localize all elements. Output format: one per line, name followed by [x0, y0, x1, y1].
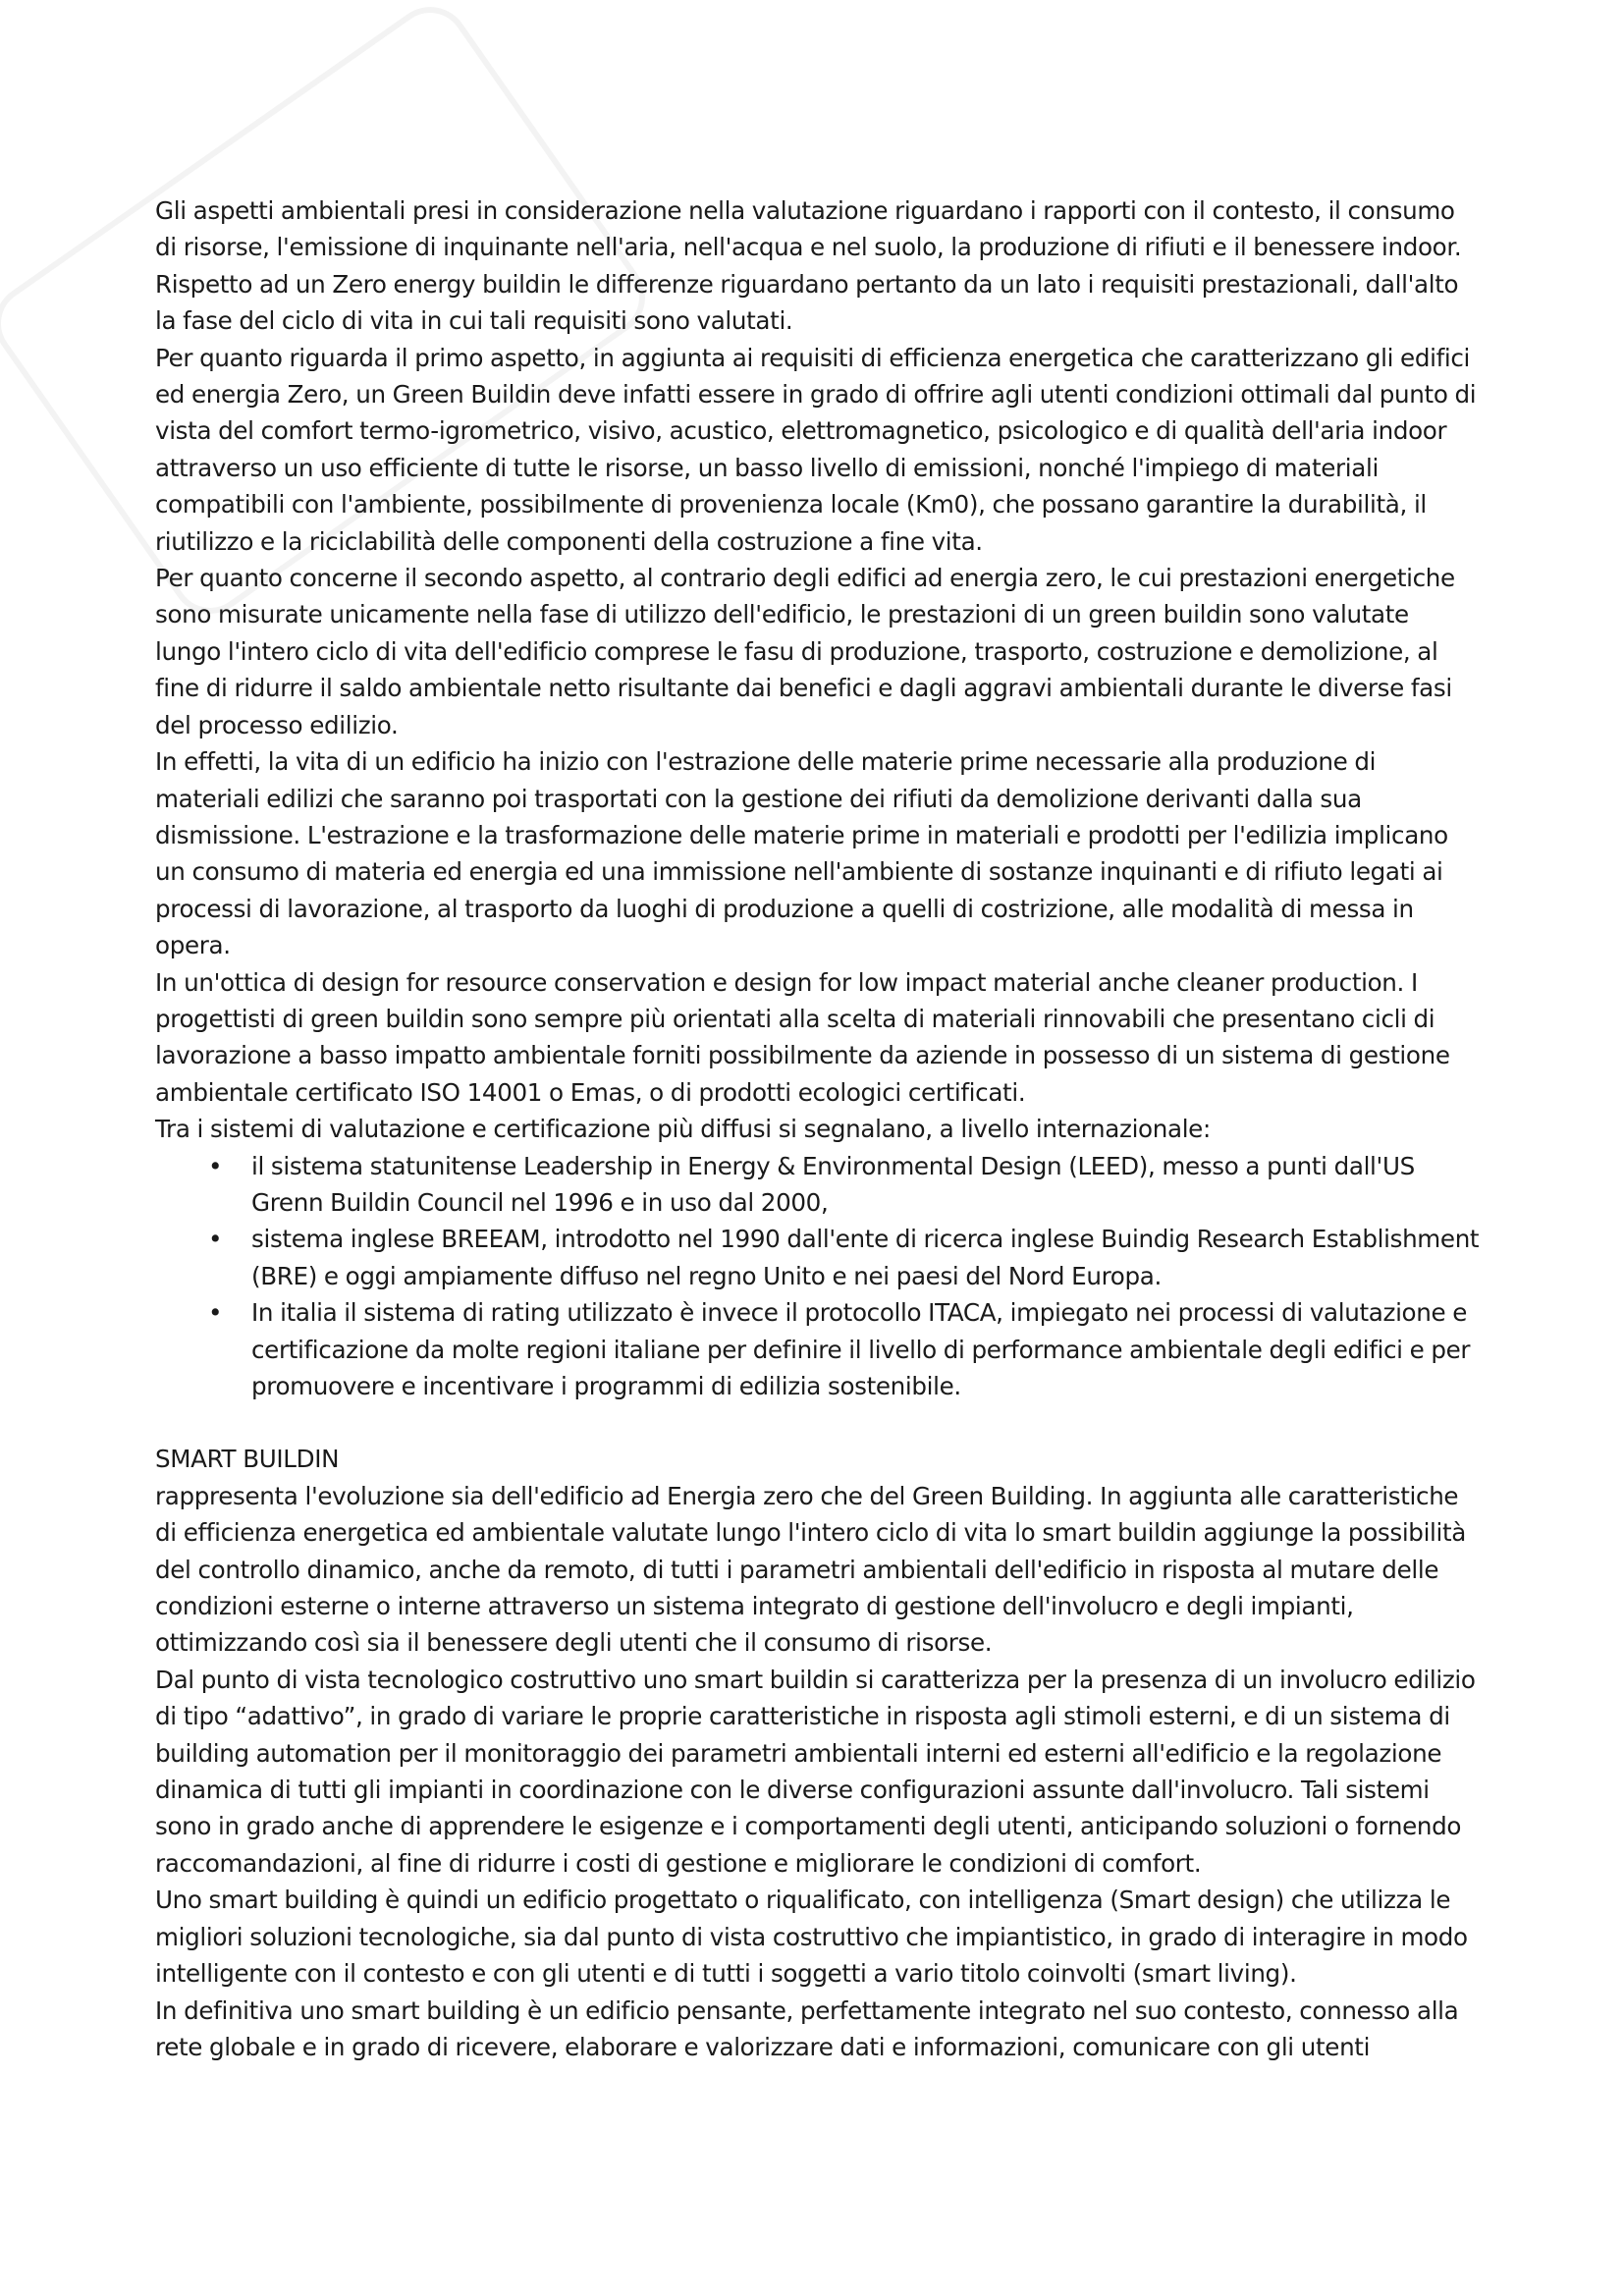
certification-list — [155, 1148, 1481, 1405]
paragraph-first-aspect: Per quanto riguarda il primo aspetto, in aggiunta ai requisiti di efficienza energetica che caratterizzano gli edifici ed energia Zero, un Green Buildin deve infatti essere in grado di offrire agli utenti condizioni ottimali dal punto di vista del comfort termo-igrometrico, visivo, acustico, elettromagnetico, psicologico e di qualità dell'aria indoor attraverso un uso efficiente di tutte le risorse, un basso livello di emissioni, nonché l'impiego di materiali compatibili con l'ambiente, possibilmente di provenienza locale (Km0), che possano garantire la durabilità, il riutilizzo e la riciclabilità delle componenti della costruzione a fine vita. — [155, 343, 1477, 556]
document-page — [155, 192, 1481, 2065]
paragraph-smart-evolution: rappresenta l'evoluzione sia dell'edificio ad Energia zero che del Green Building. In aggiunta alle caratteristiche di efficienza energetica ed ambientale valutate lungo l'intero ciclo di vita lo smart buildin aggiunge la possibilità del controllo dinamico, anche da remoto, di tutti i parametri ambientali dell'edificio in risposta al mutare delle condizioni esterne o interne attraverso un sistema integrato di gestione dell'involucro e degli impianti, ottimizzando così sia il benessere degli utenti che il consumo di risorse. — [155, 1481, 1467, 1658]
paragraph-building-life: In effetti, la vita di un edificio ha inizio con l'estrazione delle materie prime necessarie alla produzione di materiali edilizi che saranno poi trasportati con la gestione dei rifiuti da demolizione derivanti dalla sua dismissione. L'estrazione e la trasformazione delle materie prime in materiali e prodotti per l'edilizia implicano un consumo di materia ed energia ed una immissione nell'ambiente di sostanze inquinanti e di rifiuto legati ai processi di lavorazione, al trasporto da luoghi di produzione a quelli di costrizione, alle modalità di messa in opera. — [155, 747, 1448, 960]
paragraph-certification-intro: Tra i sistemi di valutazione e certificazione più diffusi si segnalano, a livello internazionale: — [155, 1115, 1211, 1144]
section-spacer — [155, 1404, 1481, 1441]
list-item: • il sistema statunitense Leadership in Energy & Environmental Design (LEED), messo a punti dall'US Grenn Buildin Council nel 1996 e in uso dal 2000, — [251, 1148, 1481, 1222]
paragraph-environmental-aspects: Gli aspetti ambientali presi in considerazione nella valutazione riguardano i rapporti con il contesto, il consumo di risorse, l'emissione di inquinante nell'aria, nell'acqua e nel suolo, la produzione di rifiuti e il benessere indoor. — [155, 196, 1462, 262]
paragraph-smart-definition: Uno smart building è quindi un edificio progettato o riqualificato, con intelligenza (Smart design) che utilizza le migliori soluzioni tecnologiche, sia dal punto di vista costruttivo che impiantistico, in grado di interagire in modo intelligente con il contesto e con gli utenti e di tutti i soggetti a vario titolo coinvolti (smart living). — [155, 1886, 1468, 1989]
list-item: • In italia il sistema di rating utilizzato è invece il protocollo ITACA, impiegato nei processi di valutazione e certificazione da molte regioni italiane per definire il livello di performance ambientale degli edifici e per promuovere e incentivare i programmi di edilizia sostenibile. — [251, 1294, 1481, 1404]
list-item: • sistema inglese BREEAM, introdotto nel 1990 dall'ente di ricerca inglese Buindig Research Establishment (BRE) e oggi ampiamente diffuso nel regno Unito e nei paesi del Nord Europa. — [251, 1221, 1481, 1294]
paragraph-second-aspect: Per quanto concerne il secondo aspetto, al contrario degli edifici ad energia zero, le cui prestazioni energetiche sono misurate unicamente nella fase di utilizzo dell'edificio, le prestazioni di un green buildin sono valutate lungo l'intero ciclo di vita dell'edificio comprese le fasu di produzione, trasporto, costruzione e demolizione, al fine di ridurre il saldo ambientale netto risultante dai benefici e dagli aggravi ambientali durante le diverse fasi del processo edilizio. — [155, 564, 1455, 739]
section-heading-smart-buildin: SMART BUILDIN — [155, 1445, 340, 1474]
paragraph-smart-technology: Dal punto di vista tecnologico costruttivo uno smart buildin si caratterizza per la presenza di un involucro edilizio di tipo “adattivo”, in grado di variare le proprie caratteristiche in risposta agli stimoli esterni, e di un sistema di building automation per il monitoraggio dei parametri ambientali interni ed esterni all'edificio e la regolazione dinamica di tutti gli impianti in coordinazione con le diverse configurazioni assunte dall'involucro. Tali sistemi sono in grado anche di apprendere le esigenze e i comportamenti degli utenti, anticipando soluzioni o fornendo raccomandazioni, al fine di ridurre i costi di gestione e migliorare le condizioni di comfort. — [155, 1665, 1476, 1878]
paragraph-zero-energy-comparison: Rispetto ad un Zero energy buildin le differenze riguardano pertanto da un lato i requisiti prestazionali, dall'alto la fase del ciclo di vita in cui tali requisiti sono valutati. — [155, 269, 1459, 336]
paragraph-design-resource: In un'ottica di design for resource conservation e design for low impact material anche cleaner production. I progettisti di green buildin sono sempre più orientati alla scelta di materiali rinnovabili che presentano cicli di lavorazione a basso impatto ambientale forniti possibilmente da aziende in possesso di un sistema di gestione ambientale certificato ISO 14001 o Emas, o di prodotti ecologici certificati. — [155, 967, 1450, 1107]
paragraph-smart-conclusion: In definitiva uno smart building è un edificio pensante, perfettamente integrato nel suo contesto, connesso alla rete globale e in grado di ricevere, elaborare e valorizzare dati e informazioni, comunicare con gli utenti — [155, 1995, 1459, 2061]
